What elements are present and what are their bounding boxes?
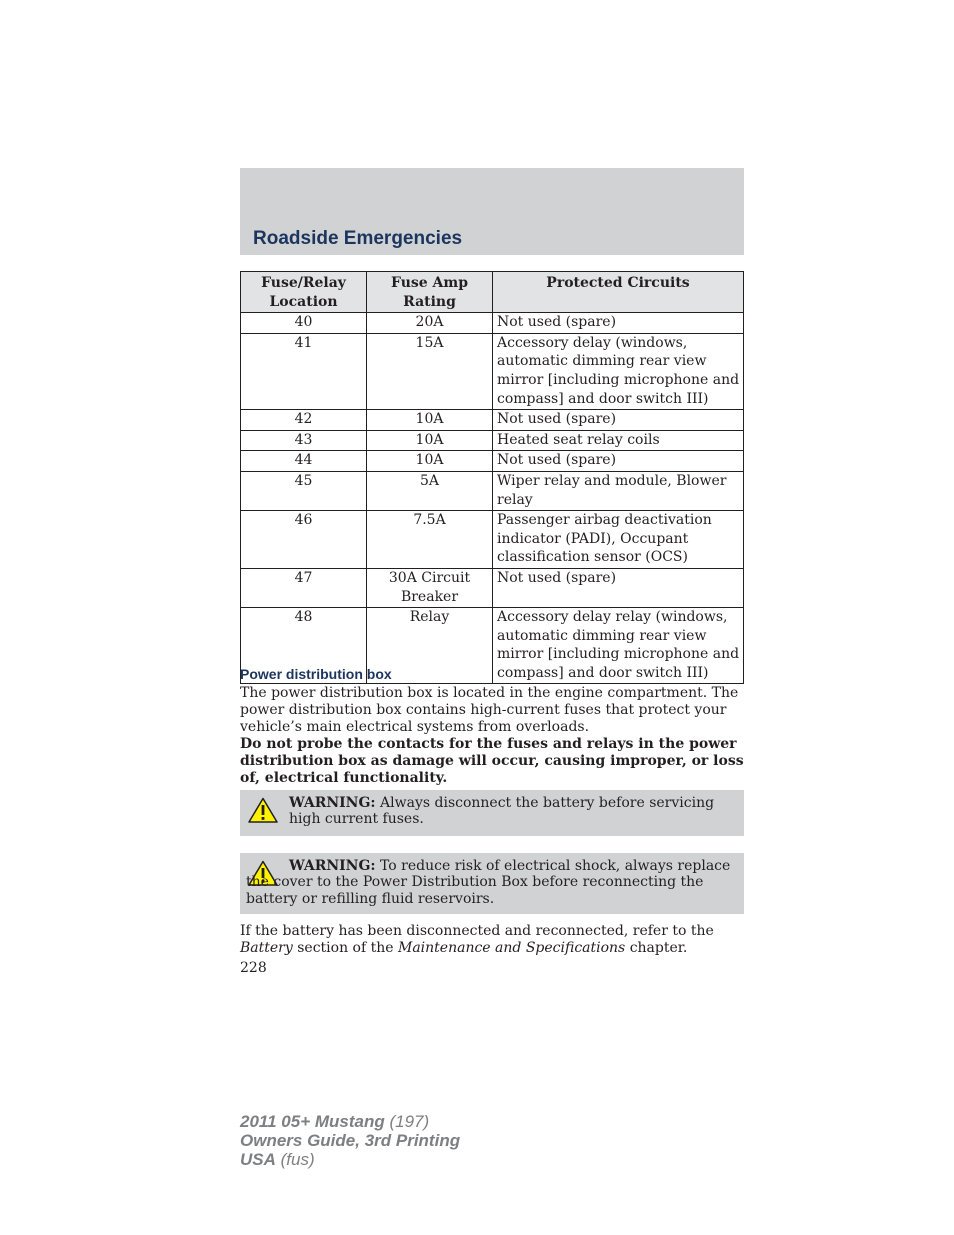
fuse-table — [240, 271, 744, 684]
warning-text — [289, 795, 736, 828]
closing-text: If the battery has been disconnected and reconnected, refer to the — [240, 923, 714, 939]
header-line: Fuse/Relay — [261, 275, 346, 291]
cell-amp-rating: 7.5A — [367, 511, 493, 569]
header-line: Fuse Amp — [391, 275, 468, 291]
section-title: Roadside Emergencies — [253, 228, 463, 249]
warning-label: WARNING: — [289, 795, 376, 811]
table-row — [241, 430, 744, 451]
cell-location: 47 — [241, 568, 367, 607]
cell-location: 48 — [241, 608, 367, 684]
table-header-row — [241, 272, 744, 313]
cell-location: 42 — [241, 410, 367, 431]
cell-protected-circuit: Not used (spare) — [493, 451, 744, 472]
cell-location: 45 — [241, 471, 367, 510]
cell-protected-circuit: Heated seat relay coils — [493, 430, 744, 451]
battery-section-reference: Battery — [240, 939, 293, 956]
footer-guide-edition: Owners Guide, 3rd Printing — [240, 1131, 461, 1150]
cell-protected-circuit: Not used (spare) — [493, 410, 744, 431]
header-line: Location — [269, 293, 338, 310]
warning-label: WARNING: — [289, 858, 376, 874]
cell-protected-circuit: Passenger airbag deactivation indicator (PADI), Occupant classification sensor (OCS) — [493, 511, 744, 569]
cell-location: 46 — [241, 511, 367, 569]
cell-amp-rating: 10A — [367, 410, 493, 431]
closing-text: section of the — [297, 939, 394, 956]
column-header-amp-rating — [367, 272, 493, 313]
cell-amp-rating: 10A — [367, 430, 493, 451]
warning-text — [246, 858, 736, 907]
cell-protected-circuit: Wiper relay and module, Blower relay — [493, 471, 744, 510]
cell-protected-circuit: Not used (spare) — [493, 313, 744, 334]
warning-box — [240, 853, 744, 914]
caution-paragraph: Do not probe the contacts for the fuses and relays in the power distribution box as damage will occur, causing improper, or loss of, electrical functionality. — [240, 736, 744, 786]
cell-location: 40 — [241, 313, 367, 334]
table-row — [241, 511, 744, 569]
header-line: Rating — [403, 293, 456, 310]
table-row — [241, 568, 744, 607]
table-row — [241, 471, 744, 510]
cell-amp-rating: 30A Circuit Breaker — [367, 568, 493, 607]
cell-amp-rating: 15A — [367, 333, 493, 409]
cell-amp-rating: 20A — [367, 313, 493, 334]
intro-paragraph: The power distribution box is located in the engine compartment. The power distribution box contains high-current fuses that protect your vehicle’s main electrical systems from overloads. — [240, 685, 739, 735]
section-header-bar — [240, 168, 744, 255]
document-footer — [240, 1112, 460, 1169]
warning-box — [240, 790, 744, 836]
closing-text: chapter. — [629, 939, 688, 956]
cell-protected-circuit: Accessory delay relay (windows, automatic dimming rear view mirror [including microphone and compass] and door switch III) — [493, 608, 744, 684]
page-number: 228 — [240, 960, 267, 976]
warning-message: To reduce risk of electrical shock, always replace the cover to the Power Distribution Box before reconnecting the battery or refilling fluid reservoirs. — [246, 858, 731, 907]
table-row — [241, 333, 744, 409]
table-row — [241, 313, 744, 334]
cell-protected-circuit: Accessory delay (windows, automatic dimming rear view mirror [including microphone and compass] and door switch III) — [493, 333, 744, 409]
footer-model-code: (197) — [389, 1112, 430, 1131]
closing-paragraph — [240, 923, 744, 957]
header-line: Protected Circuits — [546, 275, 690, 291]
table-row — [241, 451, 744, 472]
warning-triangle-icon — [248, 797, 278, 823]
footer-market-code: (fus) — [280, 1150, 315, 1169]
column-header-location — [241, 272, 367, 313]
cell-location: 44 — [241, 451, 367, 472]
cell-protected-circuit: Not used (spare) — [493, 568, 744, 607]
subheading-power-distribution-box: Power distribution box — [240, 666, 392, 682]
column-header-protected-circuits — [493, 272, 744, 313]
cell-amp-rating: Relay — [367, 608, 493, 684]
cell-location: 41 — [241, 333, 367, 409]
table-row — [241, 410, 744, 431]
cell-amp-rating: 5A — [367, 471, 493, 510]
cell-location: 43 — [241, 430, 367, 451]
maintenance-chapter-reference: Maintenance and Specifications — [398, 939, 626, 956]
footer-model: 2011 05+ Mustang — [240, 1112, 385, 1131]
footer-market: USA — [240, 1150, 276, 1169]
warning-message: Always disconnect the battery before servicing high current fuses. — [289, 795, 715, 828]
cell-amp-rating: 10A — [367, 451, 493, 472]
